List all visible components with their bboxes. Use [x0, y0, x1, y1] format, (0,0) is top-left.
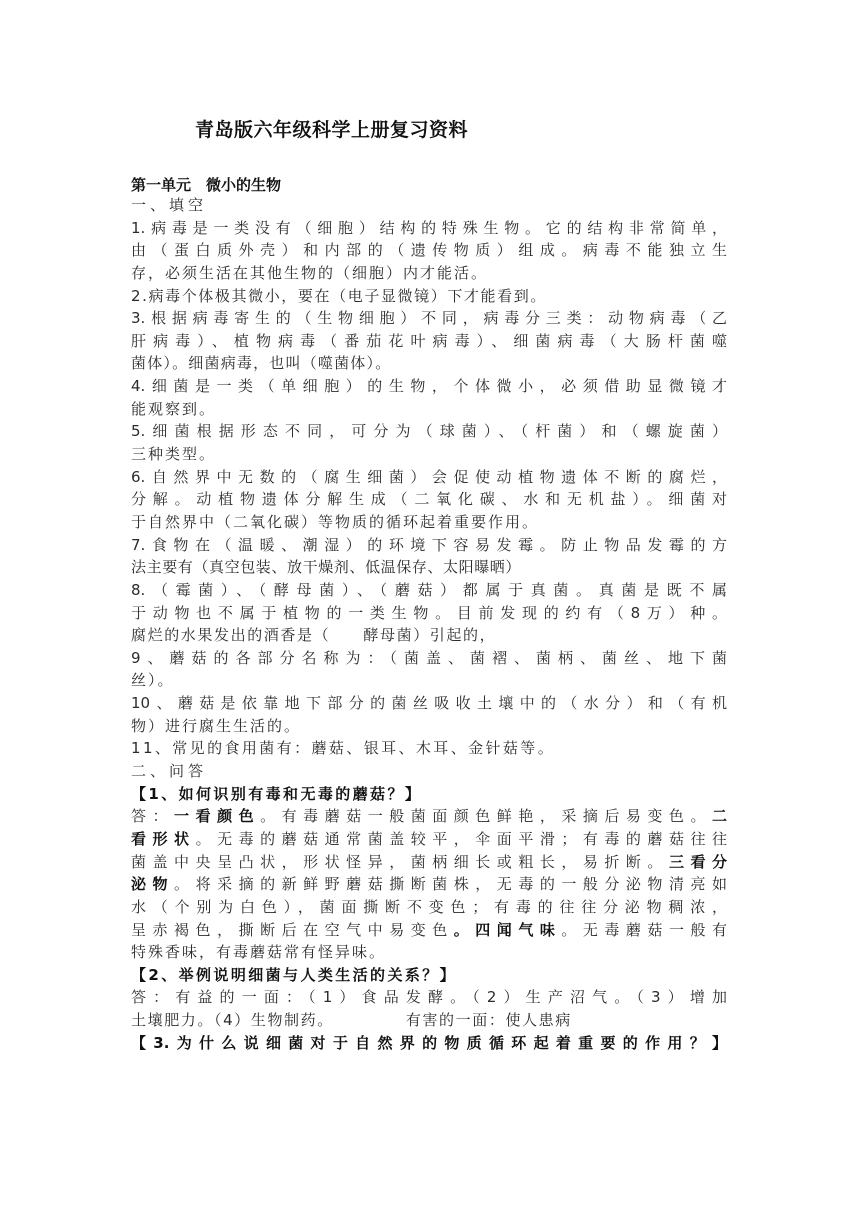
answer-1-line — [131, 805, 727, 828]
question-1: 【1、如何识别有毒和无毒的蘑菇？】 — [131, 784, 423, 803]
answer-1-line — [131, 851, 727, 874]
fill-line: 物）进行腐生生活的。 — [131, 716, 302, 735]
fill-line: 法主要有（真空包装、放干燥剂、低温保存、太阳曝晒） — [131, 558, 522, 577]
answer-1-line: 水（个别为白色），菌面撕断不变色；有毒的往往分泌物稠浓， — [131, 897, 727, 916]
section-heading-fill: 一、填空 — [131, 196, 208, 214]
question-2: 【2、举例说明细菌与人类生活的关系？】 — [131, 965, 458, 984]
answer-keyword: 泌物 — [131, 875, 175, 894]
fill-line: 腐烂的水果发出的酒香是（ 酵母菌）引起的， — [131, 626, 497, 645]
question-3: 【3.为什么说细菌对于自然界的物质循环起着重要的作用？】 — [131, 1033, 727, 1052]
answer-text: 。无毒的蘑菇通常菌盖较平，伞面平滑；有毒的蘑菇往往 — [195, 829, 727, 848]
fill-line: 于动物也不属于植物的一类生物。目前发现的约有（8万）种。 — [131, 603, 727, 622]
answer-2-line: 答：有益的一面：（1）食品发酵。（2）生产沼气。（3）增加 — [131, 988, 727, 1007]
answer-keyword: 。四闻气味 — [453, 920, 562, 939]
answer-text: 答： — [131, 807, 175, 826]
answer-keyword: 二 — [711, 807, 727, 826]
answer-text: 。有毒蘑菇一般菌面颜色鲜艳，采摘后易变色。 — [260, 807, 712, 826]
answer-text: 有害的一面：使人患病 — [405, 1011, 572, 1030]
fill-line: 于自然界中（二氧化碳）等物质的循环起着重要作用。 — [131, 512, 540, 531]
section-heading-qa: 二、问答 — [131, 762, 208, 781]
fill-line: 10、蘑菇是依靠地下部分的菌丝吸收土壤中的（水分）和（有机 — [131, 694, 727, 713]
fill-line: 9、蘑菇的各部分名称为：（菌盖、菌褶、菌柄、菌丝、地下菌 — [131, 648, 727, 667]
fill-line: 5.细菌根据形态不同，可分为（球菌）、（杆菌）和（螺旋菌） — [131, 422, 727, 441]
answer-text: 土壤肥力。（4）生物制药。 — [131, 1011, 334, 1030]
answer-1-line — [131, 919, 727, 942]
fill-line: 2.病毒个体极其微小，要在（电子显微镜）下才能看到。 — [131, 286, 547, 305]
fill-line: 菌体）。细菌病毒，也叫（噬菌体）。 — [131, 354, 392, 373]
fill-line: 3.根据病毒寄生的（生物细胞）不同，病毒分三类：动物病毒（乙 — [131, 309, 727, 328]
fill-line: 8.（霉菌）、（酵母菌）、（蘑菇）都属于真菌。真菌是既不属 — [131, 580, 727, 599]
answer-text: 。将采摘的新鲜野蘑菇撕断菌株，无毒的一般分泌物清亮如 — [174, 875, 727, 894]
fill-line: 存，必须生活在其他生物的（细胞）内才能活。 — [131, 263, 489, 282]
fill-line: 6.自然界中无数的（腐生细菌）会促使动植物遗体不断的腐烂， — [131, 467, 727, 486]
fill-line: 三种类型。 — [131, 445, 217, 464]
fill-line: 能观察到。 — [131, 399, 217, 418]
answer-1-line — [131, 828, 727, 851]
answer-keyword: 三看分 — [668, 852, 727, 871]
answer-2-line — [131, 1009, 727, 1032]
fill-line: 分解。动植物遗体分解生成（二氧化碳、水和无机盐）。细菌对 — [131, 490, 727, 509]
fill-line: 肝病毒）、植物病毒（番茄花叶病毒）、细菌病毒（大肠杆菌噬 — [131, 331, 727, 350]
fill-line: 由（蛋白质外壳）和内部的（遗传物质）组成。病毒不能独立生 — [131, 241, 727, 260]
document-title: 青岛版六年级科学上册复习资料 — [195, 119, 469, 141]
answer-text: 。无毒蘑菇一般有 — [561, 920, 727, 939]
fill-line: 丝）。 — [131, 671, 175, 690]
answer-1-line: 特殊香味，有毒蘑菇常有怪异味。 — [131, 943, 387, 962]
fill-line: 7.食物在（温暖、潮湿）的环境下容易发霉。防止物品发霉的方 — [131, 535, 727, 554]
unit-heading: 第一单元 微小的生物 — [131, 176, 282, 194]
answer-keyword: 一看颜色 — [174, 807, 261, 826]
document-body — [131, 194, 727, 1054]
fill-line: 4.细菌是一类（单细胞）的生物，个体微小，必须借助显微镜才 — [131, 377, 727, 396]
fill-line: 1.病毒是一类没有（细胞）结构的特殊生物。它的结构非常简单， — [131, 218, 727, 237]
answer-keyword: 看形状 — [131, 829, 196, 848]
answer-text: 菌盖中央呈凸状，形状怪异，菌柄细长或粗长，易折断。 — [131, 852, 669, 871]
fill-line: 11、常见的食用菌有：蘑菇、银耳、木耳、金针菇等。 — [131, 739, 556, 758]
answer-text: 呈赤褐色，撕断后在空气中易变色 — [131, 920, 454, 939]
answer-1-line — [131, 873, 727, 896]
